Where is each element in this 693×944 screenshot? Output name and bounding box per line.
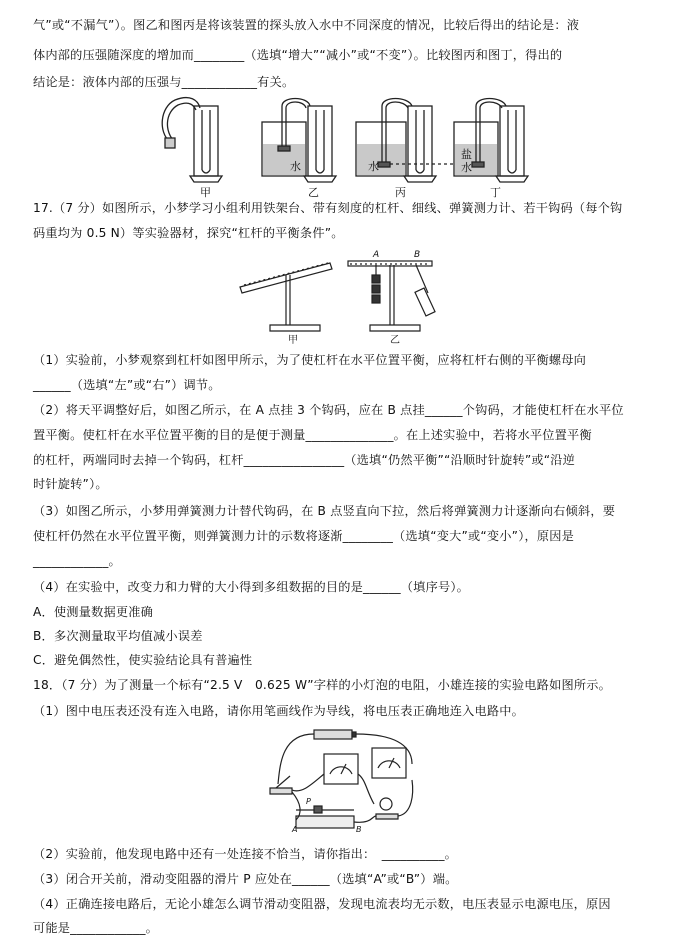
text-line: ______（选填“左”或“右”）调节。 xyxy=(33,378,221,392)
point-b-label: B xyxy=(414,250,421,260)
text-line: （3）如图乙所示，小梦用弹簧测力计替代钩码，在 B 点竖直向下拉，然后将弹簧测力计逐渐向右倾斜，要 xyxy=(33,504,616,518)
circuit-figure xyxy=(262,724,432,840)
manometer-figure xyxy=(150,92,530,198)
text-line: 体内部的压强随深度的增加而________（选填“增大”“减小”或“不变”）。比较图丙和图丁，得出的 xyxy=(33,48,563,62)
water-label: 水 xyxy=(368,160,379,173)
text-line: 可能是____________。 xyxy=(33,921,159,935)
text-line: 18．（7 分）为了测量一个标有“2.5 V 0.625 W”字样的小灯泡的电阻，小雄连接的实验电路如图所示。 xyxy=(33,678,612,692)
text-line: 的杠杆，两端同时去掉一个钩码，杠杆________________（选填“仍然平衡”“沿顺时针旋转”或“沿逆 xyxy=(33,453,576,467)
fig-label-yi: 乙 xyxy=(308,186,319,198)
text-line: A．使测量数据更准确 xyxy=(33,605,154,619)
fig-label-ding: 丁 xyxy=(490,186,501,198)
svg-text:P: P xyxy=(306,797,311,806)
text-line: 时针旋转”）。 xyxy=(33,477,108,491)
fig-label-jia: 甲 xyxy=(288,335,298,345)
svg-text:B: B xyxy=(356,825,362,834)
text-line: 气”或“不漏气”）。图乙和图丙是将该装置的探头放入水中不同深度的情况，比较后得出的结论是：液 xyxy=(33,18,580,32)
water-label: 水 xyxy=(290,160,301,173)
svg-text:A: A xyxy=(292,825,298,834)
text-line: ____________。 xyxy=(33,554,121,568)
text-line: 码重均为 0.5 N）等实验器材，探究“杠杆的平衡条件”。 xyxy=(33,226,344,240)
text-line: （4）正确连接电路后，无论小雄怎么调节滑动变阻器，发现电流表均无示数，电压表显示电源电压，原因 xyxy=(33,897,611,911)
text-line: 17.（7 分）如图所示，小梦学习小组利用铁架台、带有刻度的杠杆、细线、弹簧测力计、若干钩码（每个钩 xyxy=(33,201,623,215)
text-line: C．避免偶然性，使实验结论具有普遍性 xyxy=(33,653,253,667)
text-line: 置平衡。使杠杆在水平位置平衡的目的是便于测量______________。在上述实验中，若将水平位置平衡 xyxy=(33,428,592,442)
fig-label-jia: 甲 xyxy=(200,186,211,198)
point-a-label: A xyxy=(373,250,380,260)
text-line: （3）闭合开关前，滑动变阻器的滑片 P 应处在______（选填“A”或“B”）端。 xyxy=(33,872,458,886)
text-line: （1）实验前，小梦观察到杠杆如图甲所示，为了使杠杆在水平位置平衡，应将杠杆右侧的平衡螺母向 xyxy=(33,353,587,367)
lever-figure xyxy=(230,245,450,345)
fig-label-yi: 乙 xyxy=(390,335,400,345)
text-line: （4）在实验中，改变力和力臂的大小得到多组数据的目的是______（填序号）。 xyxy=(33,580,470,594)
salt-label: 盐 xyxy=(461,148,472,161)
text-line: 结论是：液体内部的压强与____________有关。 xyxy=(33,75,295,89)
text-line: （2）实验前，他发现电路中还有一处连接不恰当，请你指出： __________。 xyxy=(33,847,458,861)
text-line: （2）将天平调整好后，如图乙所示，在 A 点挂 3 个钩码，应在 B 点挂______个钩码，才能使杠杆在水平位 xyxy=(33,403,624,417)
fig-label-bing: 丙 xyxy=(395,186,406,198)
text-line: （1）图中电压表还没有连入电路，请你用笔画线作为导线，将电压表正确地连入电路中。 xyxy=(33,704,525,718)
text-line: 使杠杆仍然在水平位置平衡，则弹簧测力计的示数将逐渐________（选填“变大”或“变小”），原因是 xyxy=(33,529,575,543)
salt-label: 水 xyxy=(461,161,472,174)
text-line: B．多次测量取平均值减小误差 xyxy=(33,629,203,643)
